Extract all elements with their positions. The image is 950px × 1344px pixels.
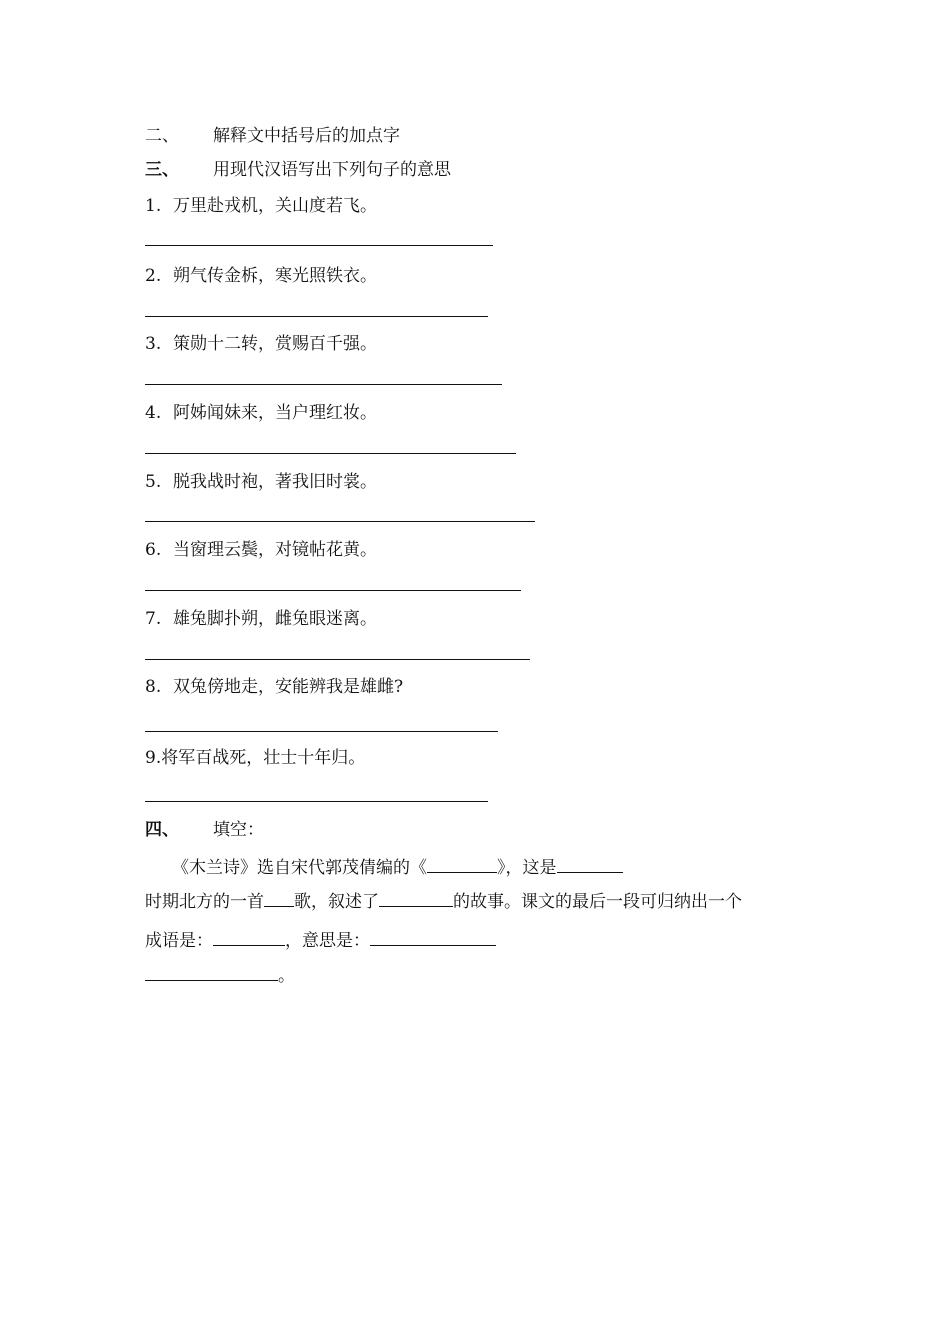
fill-text: 》，这是 — [497, 858, 557, 878]
fill-text: 时期北方的一首 — [145, 892, 264, 912]
sentence-text: 将军百战死，壮士十年归。 — [161, 748, 366, 768]
fill-text: ，意思是： — [285, 931, 370, 951]
sentence-1 — [145, 198, 377, 215]
sentence-text: 当窗理云鬓，对镜帖花黄。 — [173, 540, 377, 560]
fill-line-1 — [172, 858, 623, 877]
sentence-number: 5. — [145, 472, 162, 492]
sentence-5 — [145, 474, 377, 491]
answer-line-6[interactable] — [145, 590, 521, 591]
sentence-number: 9. — [145, 748, 162, 768]
sentence-4 — [145, 405, 377, 422]
sentence-text: 双兔傍地走，安能辨我是雄雌? — [173, 677, 404, 697]
section-4-title: 填空： — [213, 820, 264, 840]
blank-dynasty[interactable] — [557, 858, 623, 873]
sentence-text: 朔气传金柝，寒光照铁衣。 — [173, 266, 377, 286]
answer-line-1[interactable] — [145, 245, 493, 246]
section-4-number: 四、 — [145, 820, 179, 840]
sentence-text: 策勋十二转，赏赐百千强。 — [173, 334, 377, 354]
sentence-text: 万里赴戎机，关山度若飞。 — [173, 196, 377, 216]
blank-book-title[interactable] — [427, 858, 497, 873]
sentence-3 — [145, 336, 377, 353]
sentence-9 — [145, 750, 365, 767]
sentence-7 — [145, 611, 377, 628]
answer-line-9[interactable] — [145, 801, 488, 802]
fill-text: 。 — [278, 966, 295, 986]
blank-genre[interactable] — [264, 892, 294, 907]
answer-line-3[interactable] — [145, 384, 502, 385]
sentence-number: 4. — [145, 403, 162, 423]
sentence-number: 3. — [145, 334, 162, 354]
answer-line-2[interactable] — [145, 316, 488, 317]
sentence-number: 1. — [145, 196, 162, 216]
section-2-number: 二、 — [145, 126, 179, 146]
fill-line-2 — [145, 892, 742, 911]
answer-line-7[interactable] — [145, 659, 530, 660]
blank-meaning-continued[interactable] — [145, 966, 278, 981]
sentence-text: 雄兔脚扑朔，雌兔眼迷离。 — [173, 609, 377, 629]
section-3-title: 用现代汉语写出下列句子的意思 — [213, 160, 451, 180]
section-3-number: 三、 — [145, 160, 179, 180]
sentence-number: 2. — [145, 266, 162, 286]
fill-text: 歌，叙述了 — [294, 892, 379, 912]
section-2-title: 解释文中括号后的加点字 — [213, 126, 400, 146]
blank-meaning[interactable] — [370, 931, 496, 946]
answer-line-8[interactable] — [145, 731, 498, 732]
answer-line-5[interactable] — [145, 521, 535, 522]
fill-line-3 — [145, 931, 496, 950]
answer-line-4[interactable] — [145, 453, 516, 454]
blank-story[interactable] — [379, 892, 453, 907]
section-2-heading — [145, 128, 400, 145]
sentence-number: 8. — [145, 677, 162, 697]
fill-line-4 — [145, 966, 295, 985]
section-4-heading — [145, 822, 264, 839]
fill-text: 的故事。课文的最后一段可归纳出一个 — [453, 892, 742, 912]
sentence-6 — [145, 542, 377, 559]
sentence-number: 7. — [145, 609, 162, 629]
blank-idiom[interactable] — [213, 931, 285, 946]
sentence-number: 6. — [145, 540, 162, 560]
fill-text: 成语是： — [145, 931, 213, 951]
sentence-2 — [145, 268, 377, 285]
section-3-heading — [145, 162, 451, 179]
sentence-text: 阿姊闻妹来，当户理红妆。 — [173, 403, 377, 423]
fill-text: 《木兰诗》选自宋代郭茂倩编的《 — [172, 858, 427, 878]
sentence-8 — [145, 679, 403, 696]
sentence-text: 脱我战时袍，著我旧时裳。 — [173, 472, 377, 492]
